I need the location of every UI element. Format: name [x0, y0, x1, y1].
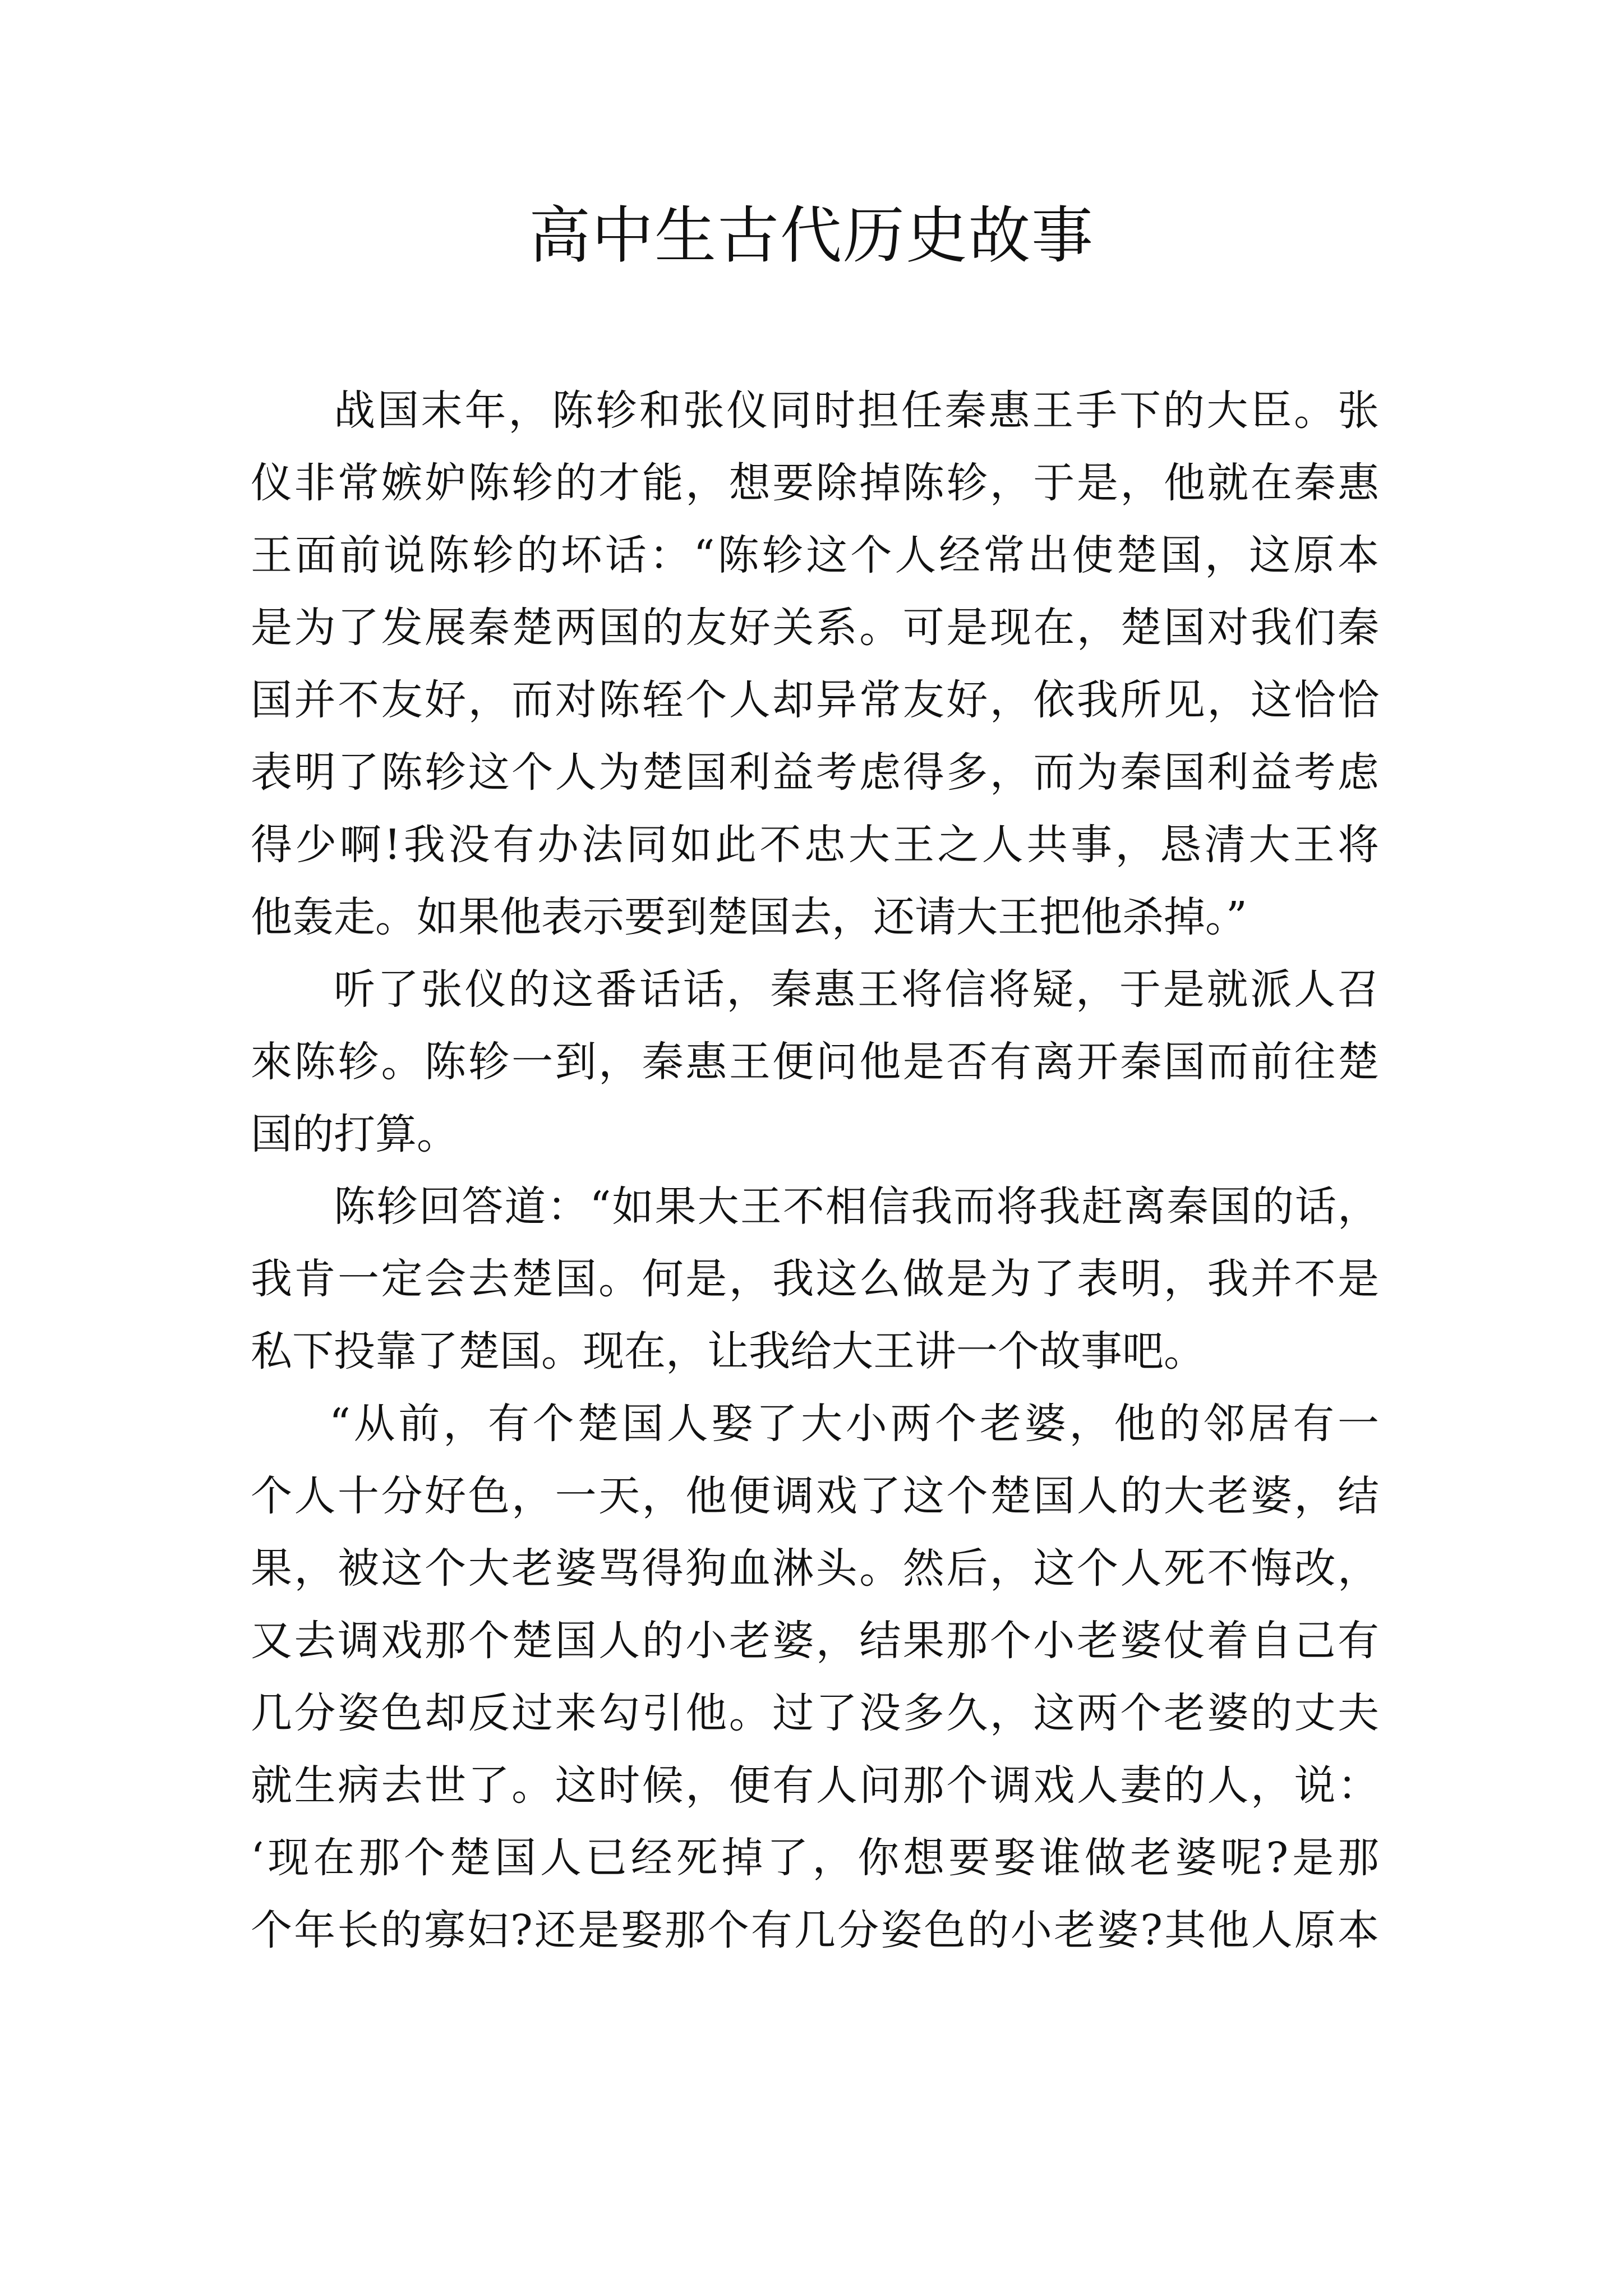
text-line: 得少啊!我没有办法同如此不忠大王之人共事，恳清大王将 — [251, 821, 1379, 869]
text-line: 私下投靠了楚国。现在，让我给大王讲一个故事吧。 — [251, 1327, 1205, 1375]
text-line: 个人十分好色，一天，他便调戏了这个楚国人的大老婆，结 — [251, 1472, 1379, 1520]
document-title: 高中生古代历史故事 — [529, 200, 1094, 272]
text-line: 又去调戏那个楚国人的小老婆，结果那个小老婆仗着自己有 — [251, 1617, 1379, 1665]
text-line: 陈轸回答道：“如果大王不相信我而将我赶离秦国的话， — [334, 1182, 1379, 1231]
text-line: 是为了发展秦楚两国的友好关系。可是现在，楚国对我们秦 — [251, 604, 1379, 652]
text-line: 來陈轸。陈轸一到，秦惠王便问他是否有离开秦国而前往楚 — [251, 1038, 1379, 1086]
text-line: “从前，有个楚国人娶了大小两个老婆，他的邻居有一 — [329, 1400, 1379, 1448]
text-line: 王面前说陈轸的坏话：“陈轸这个人经常出使楚国，这原本 — [251, 531, 1379, 579]
text-line: 几分姿色却反过来勾引他。过了没多久，这两个老婆的丈夫 — [251, 1689, 1379, 1737]
text-line: 我肯一定会去楚国。何是，我这么做是为了表明，我并不是 — [251, 1255, 1379, 1303]
text-line: 战国末年，陈轸和张仪同时担任秦惠王手下的大臣。张 — [334, 386, 1379, 435]
text-line: 仪非常嫉妒陈轸的才能，想要除掉陈轸，于是，他就在秦惠 — [251, 459, 1379, 507]
text-line: 他轰走。如果他表示要到楚国去，还请大王把他杀掉。” — [251, 893, 1247, 941]
text-line: 听了张仪的这番话话，秦惠王将信将疑，于是就派人召 — [334, 965, 1379, 1014]
text-line: 果，被这个大老婆骂得狗血淋头。然后，这个人死不悔改， — [251, 1544, 1379, 1593]
document-body — [251, 375, 1379, 1967]
text-line: ‘现在那个楚国人已经死掉了，你想要娶谁做老婆呢?是那 — [251, 1834, 1379, 1882]
text-line: 个年长的寡妇?还是娶那个有几分姿色的小老婆?其他人原本 — [251, 1906, 1379, 1954]
text-line: 国并不友好，而对陈轾个人却异常友好，依我所见，这恰恰 — [251, 676, 1379, 724]
text-line: 表明了陈轸这个人为楚国利益考虑得多，而为秦国利益考虑 — [251, 748, 1379, 797]
text-line: 就生病去世了。这时候，便有人问那个调戏人妻的人，说： — [251, 1761, 1379, 1810]
text-line: 国的打算。 — [251, 1110, 458, 1158]
